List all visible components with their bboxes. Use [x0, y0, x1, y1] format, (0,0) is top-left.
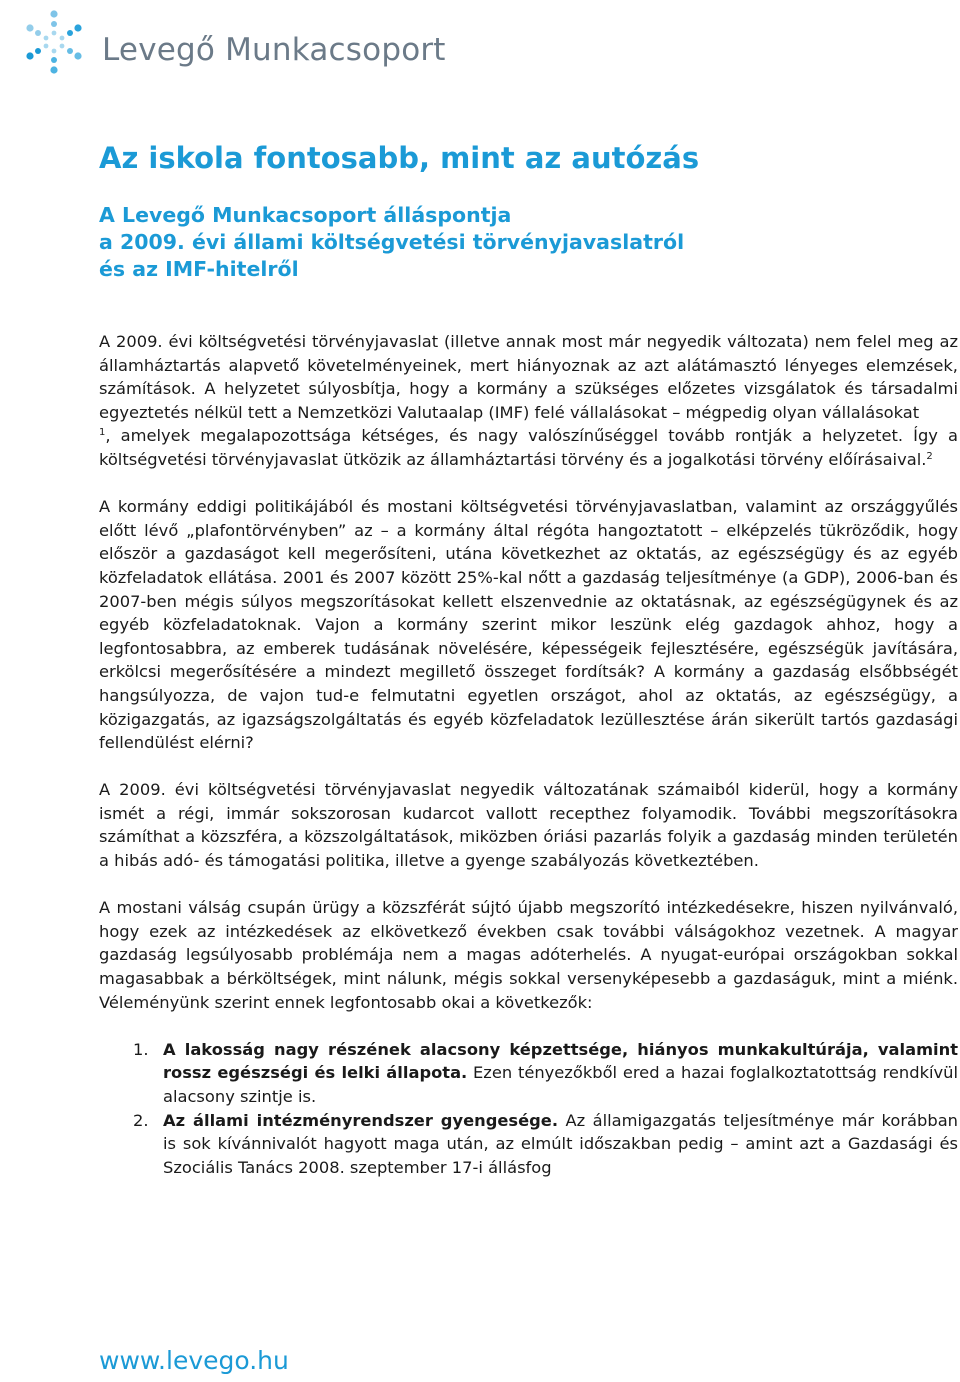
paragraph-1 — [99, 330, 958, 472]
document-body — [99, 330, 958, 1179]
causes-list — [99, 1038, 958, 1180]
paragraph-1-text-b: , amelyek megalapozottsága kétséges, és nagy valószínűséggel tovább rontják a helyzetet. Így a költségvetési törvényjavaslat ütközik az államháztartási törvény és a jogalkotási törvény előírásaival. — [99, 426, 958, 469]
logo-star-icon — [14, 6, 94, 76]
list-item-bold: A lakosság nagy részének alacsony képzettsége, hiányos munkakultúrája, valamint rossz egészségi és lelki állapota. — [163, 1039, 958, 1083]
list-item-bold: Az állami intézményrendszer gyengesége. — [163, 1110, 559, 1130]
list-item-number: 1. — [133, 1039, 149, 1059]
subtitle-line-3: és az IMF-hitelről — [99, 257, 299, 281]
footnote-ref-2[interactable]: 2 — [926, 450, 933, 462]
list-item-text: Az államigazgatás teljesítménye már korábban is sok kívánnivalót hagyott maga után, az elmúlt időszakban pedig – amint azt a Gazdasági és Szociális Tanács 2008. szeptember 17-i állásfog — [163, 1110, 959, 1177]
logo — [14, 6, 446, 76]
list-item-text: Ezen tényezőkből ered a hazai foglalkoztatottság rendkívül alacsony szintje is. — [163, 1063, 959, 1106]
paragraph-2: A kormány eddigi politikájából és mostani költségvetési törvényjavaslatban, valamint az országgyűlés előtt lévő „plafontörvényben” az – a kormány által régóta hangoztatott – elképzelés tükröződik, hogy először a gazdaságot kell megerősíteni, utána következhet az oktatás, az egészségügy és az egyéb közfeladatok ellátása. 2001 és 2007 között 25%-kal nőtt a gazdaság teljesítménye (a GDP), 2006-ban és 2007-ben mégis súlyos megszorításokat kellett elszenvednie az oktatásnak, az egészségügynek és az egyéb közfeladatoknak. Vajon a kormány szerint mikor leszünk elég gazdagok ahhoz, hogy a legfontosabbra, az emberek tudásának növelésére, képességeik fejlesztésére, egészségük javítására, erkölcsi megerősítésére a mindezt megillető összeget fordítsák? A kormány a gazdaság elsőbbségét hangsúlyozza, de vajon tud-e felmutatni egyetlen országot, ahol az oktatás, az egészségügy, a közigazgatás, az igazságszolgáltatás és egyéb közfeladatok lezüllesztése árán sikerült tartós gazdasági fellendülést elérni? — [99, 497, 958, 753]
list-item-number: 2. — [133, 1110, 149, 1130]
list-item — [99, 1109, 958, 1180]
paragraph-1-text-a: A 2009. évi költségvetési törvényjavaslat (illetve annak most már negyedik változata) nem felel meg az államháztartás alapvető követelményeinek, mert hiányoznak az azt alátámasztó lényeges elemzések, számítások. A helyzetet súlyosbítja, hogy a kormány a szükséges előzetes vizsgálatok és társadalmi egyeztetés nélkül tett a Nemzetközi Valutaalap (IMF) felé vállalásokat – mégpedig olyan vállalásokat — [99, 332, 958, 422]
paragraph-3: A 2009. évi költségvetési törvényjavaslat negyedik változatának számaiból kiderül, hogy a kormány ismét a régi, immár sokszorosan kudarcot vallott recepthez folyamodik. További megszorításokra számíthat a közszféra, a közszolgáltatások, miközben óriási pazarlás folyik a gazdaság minden területén a hibás adó- és támogatási politika, illetve a gyenge szabályozás következtében. — [99, 780, 958, 871]
page-title: Az iskola fontosabb, mint az autózás — [99, 141, 700, 175]
logo-text: Levegő Munkacsoport — [102, 32, 446, 68]
list-item — [99, 1038, 958, 1109]
paragraph-4: A mostani válság csupán ürügy a közszférát sújtó újabb megszorító intézkedésekre, hiszen nyilvánvaló, hogy ezek az intézkedések az elkövetkező években csak további válságokhoz vezetnek. A magyar gazdaság legsúlyosabb problémája nem a magas adóterhelés. A nyugat-európai országokban sokkal magasabbak a bérköltségek, mint nálunk, mégis sokkal versenyképesebb a gazdaságuk, mint a miénk. Véleményünk szerint ennek legfontosabb okai a következők: — [99, 898, 958, 1012]
subtitle-line-2: a 2009. évi állami költségvetési törvényjavaslatról — [99, 230, 685, 254]
subtitle-line-1: A Levegő Munkacsoport álláspontja — [99, 203, 512, 227]
subtitle — [99, 202, 684, 283]
footer-url[interactable]: www.levego.hu — [99, 1346, 289, 1375]
footnote-ref-1[interactable]: 1 — [99, 427, 106, 439]
